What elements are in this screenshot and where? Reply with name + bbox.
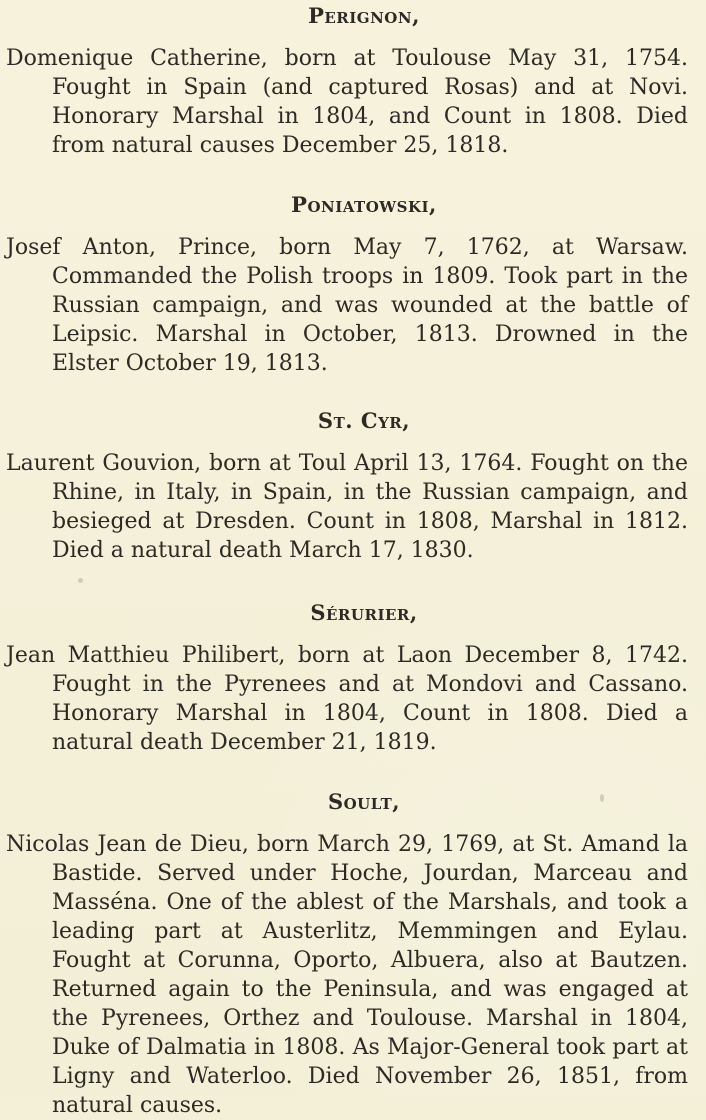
entry-perignon xyxy=(0,4,688,160)
entry-st-cyr xyxy=(0,409,688,565)
entry-heading: Perignon, xyxy=(308,3,420,28)
entry-heading: Poniatowski, xyxy=(291,192,437,217)
entry-heading: St. Cyr, xyxy=(317,408,411,433)
entry-poniatowski xyxy=(0,193,688,378)
entry-body: Laurent Gouvion, born at Toul April 13, 1764. Fought on the Rhine, in Italy, in Spain, in the Russian campaign, and besieged at Dresden. Count in 1808, Marshal in 1812. Died a natural death March 17, 1830. xyxy=(6,451,688,563)
entry-body: Josef Anton, Prince, born May 7, 1762, at Warsaw. Commanded the Polish troops in 1809. Took part in the Russian campaign, and was wounded at the battle of Leipsic. Marshal in October, 1813. Drowned in the Elster October 19, 1813. xyxy=(6,235,688,376)
entry-serurier xyxy=(0,601,688,757)
paper-speck xyxy=(78,578,83,583)
entry-body: Nicolas Jean de Dieu, born March 29, 1769, at St. Amand la Bastide. Served under Hoche, Jourdan, Marceau and Masséna. One of the ablest of the Marshals, and took a leading part at Austerlitz, Memmingen and Eylau. Fought at Corunna, Oporto, Albuera, also at Bautzen. Returned again to the Peninsula, and was engaged at the Pyrenees, Orthez and Toulouse. Marshal in 1804, Duke of Dalmatia in 1808. As Major-General took part at Ligny and Waterloo. Died November 26, 1851, from natural causes. xyxy=(6,832,688,1118)
entry-body: Domenique Catherine, born at Toulouse May 31, 1754. Fought in Spain (and captured Rosas) and at Novi. Honorary Marshal in 1804, and Count in 1808. Died from natural causes December 25, 1818. xyxy=(6,46,688,158)
paper-speck xyxy=(600,794,604,802)
entry-heading: Sérurier, xyxy=(310,600,418,625)
entry-body: Jean Matthieu Philibert, born at Laon December 8, 1742. Fought in the Pyrenees and at Mondovi and Cassano. Honorary Marshal in 1804, Count in 1808. Died a natural death December 21, 1819. xyxy=(6,643,688,755)
entry-heading: Soult, xyxy=(327,789,401,814)
entry-soult xyxy=(0,790,688,1120)
